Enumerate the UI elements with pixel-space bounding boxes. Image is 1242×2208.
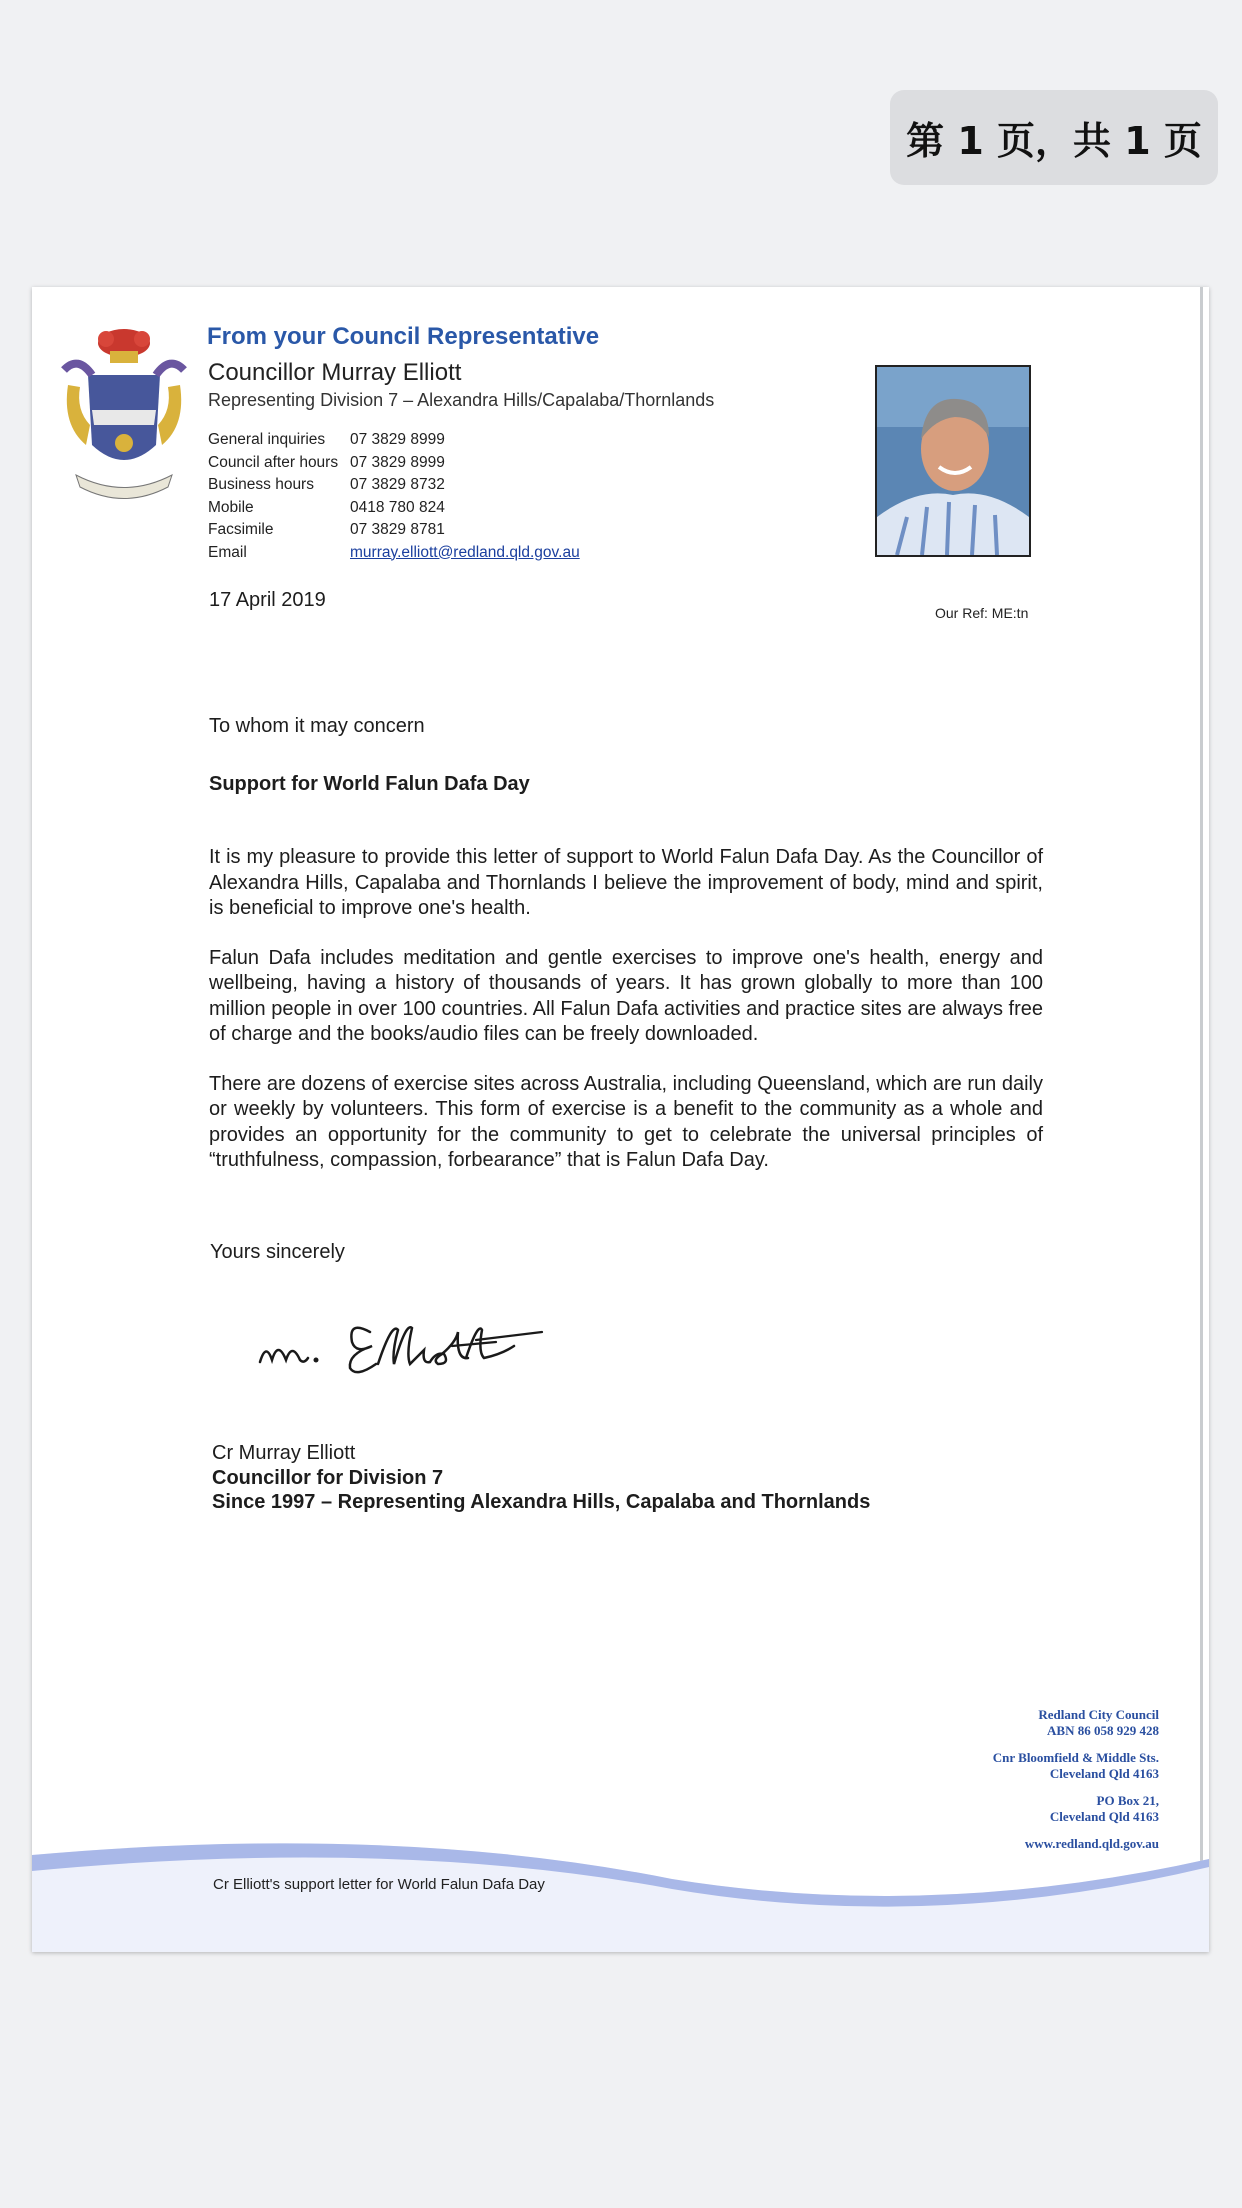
our-reference: Our Ref: ME:tn <box>935 605 1029 621</box>
footer-wave <box>32 1837 1209 1952</box>
contact-row <box>208 429 580 452</box>
contact-row <box>208 519 580 542</box>
signoff-since: Since 1997 – Representing Alexandra Hills, Capalaba and Thornlands <box>212 1491 871 1513</box>
council-abn: ABN 86 058 929 428 <box>1047 1722 1159 1738</box>
page-edge-line <box>1200 287 1203 1952</box>
council-street-1: Cnr Bloomfield & Middle Sts. <box>992 1750 1159 1765</box>
email-label: Email <box>208 543 247 561</box>
council-po-1: PO Box 21, <box>1096 1793 1159 1808</box>
council-website[interactable]: www.redland.qld.gov.au <box>1024 1836 1159 1851</box>
contact-value: 0418 780 824 <box>350 498 445 516</box>
division-representing: Representing Division 7 – Alexandra Hills/Capalaba/Thornlands <box>208 390 715 410</box>
contact-row <box>208 542 580 565</box>
letter-date: 17 April 2019 <box>209 589 326 611</box>
contact-label: Facsimile <box>208 521 274 538</box>
contact-row <box>208 452 580 475</box>
body-paragraph: There are dozens of exercise sites across Australia, including Queensland, which are run daily or weekly by volunteers. This form of exercise is a benefit to the community as a whole and provides an opportunity for the community to get to celebrate the universal principles of “truthfulness, compassion, forbearance” that is Falun Dafa Day. <box>209 1072 1043 1171</box>
coat-of-arms-crest <box>58 325 190 515</box>
letter-document <box>32 287 1209 1952</box>
letterhead-tagline: From your Council Representative <box>207 323 600 350</box>
contact-label: Council after hours <box>208 453 339 471</box>
page-indicator: 第 1 页，共 1 页 <box>890 90 1218 185</box>
contact-value: 07 3829 8781 <box>350 521 445 538</box>
body-paragraph: Falun Dafa includes meditation and gentle exercises to improve one's health, energy and wellbeing, having a history of thousands of years. It has grown globally to more than 100 million people in over 100 countries. All Falun Dafa activities and practice sites are always free of charge and the books/audio files can be freely downloaded. <box>209 946 1043 1045</box>
contact-label: Business hours <box>208 476 314 493</box>
salutation: To whom it may concern <box>209 715 425 737</box>
signoff-name: Cr Murray Elliott <box>212 1442 356 1464</box>
contact-value: 07 3829 8732 <box>350 476 445 493</box>
closing: Yours sincerely <box>210 1241 345 1263</box>
contact-label: Mobile <box>208 498 254 516</box>
contact-value: 07 3829 8999 <box>350 453 445 471</box>
contact-row <box>208 474 580 497</box>
body-paragraph: It is my pleasure to provide this letter of support to World Falun Dafa Day. As the Councillor of Alexandra Hills, Capalaba and Thornlands I believe the improvement of body, mind and spirit, is beneficial to improve one's health. <box>209 846 1043 919</box>
council-street-2: Cleveland Qld 4163 <box>1049 1765 1159 1781</box>
footer-note: Cr Elliott's support letter for World Falun Dafa Day <box>213 1876 545 1893</box>
contact-label: General inquiries <box>208 431 326 448</box>
letter-body <box>209 845 1043 1198</box>
contact-list <box>208 429 580 564</box>
contact-value: 07 3829 8999 <box>350 431 445 448</box>
councillor-name: Councillor Murray Elliott <box>208 359 462 386</box>
council-address <box>993 1707 1159 1852</box>
council-po-2: Cleveland Qld 4163 <box>1049 1808 1159 1824</box>
signoff-block <box>212 1441 870 1515</box>
council-name: Redland City Council <box>1038 1707 1159 1722</box>
contact-row <box>208 497 580 520</box>
councillor-photo <box>875 365 1031 557</box>
handwritten-signature <box>252 1302 582 1392</box>
letter-subject: Support for World Falun Dafa Day <box>209 773 530 795</box>
signoff-title: Councillor for Division 7 <box>212 1466 444 1489</box>
email-link[interactable]: murray.elliott@redland.qld.gov.au <box>350 543 580 561</box>
